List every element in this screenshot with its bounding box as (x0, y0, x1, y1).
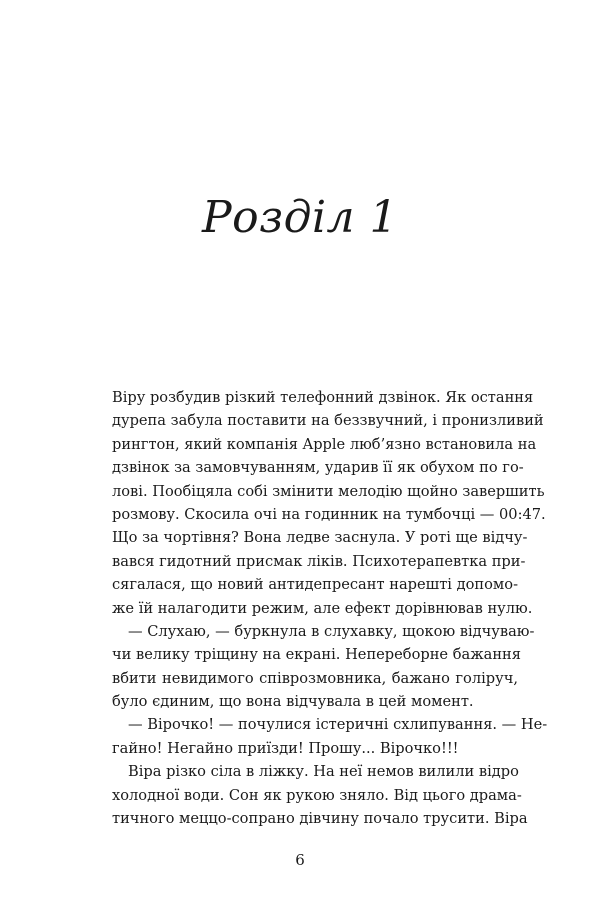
text-line: дурепа забула поставити на беззвучний, і пронизливий (112, 412, 544, 430)
text-line: Віру розбудив різкий телефонний дзвінок. Як остання (112, 389, 534, 406)
text-line: холодної води. Сон як рукою зняло. Від цього драма- (112, 786, 522, 804)
text-line: було єдиним, що вона відчувала в цей момент. (112, 693, 474, 711)
text-line: — Слухаю, — буркнула в слухавку, щокою відчуваю- (128, 622, 535, 640)
text-line: рингтон, який компанія Apple люб’язно встановила на (112, 435, 537, 453)
text-line: тичного меццо-сопрано дівчину почало трусити. Віра (112, 810, 528, 828)
text-line: чи велику тріщину на екрані. Непереборне бажання (112, 646, 521, 664)
text-line: вбити невидимого співрозмовника, бажано голіруч, (112, 669, 518, 687)
text-line: вався гидотний присмак ліків. Психотерапевтка при- (112, 552, 526, 570)
text-line: Віра різко сіла в ліжку. На неї немов вилили відро (128, 763, 519, 781)
text-line: розмову. Скосила очі на годинник на тумбочці — 00:47. (112, 505, 546, 523)
body-text (112, 386, 548, 830)
text-line: дзвінок за замовчуванням, ударив її як обухом по го- (112, 459, 524, 477)
text-line: лові. Пообіцяла собі змінити мелодію щойно завершить (112, 482, 545, 500)
text-line: же їй налагодити режим, але ефект дорівнював нулю. (112, 599, 533, 617)
text-line: гайно! Негайно приїзди! Прошу... Вірочко!!! (112, 739, 459, 757)
text-line: Що за чортівня? Вона ледве заснула. У роті ще відчу- (112, 529, 528, 547)
chapter-title: Розділ 1 (201, 192, 399, 243)
text-line: сягалася, що новий антидепресант нарешті допомо- (112, 576, 518, 594)
page-number: 6 (295, 851, 305, 869)
text-line: — Вірочко! — почулися істеричні схлипування. — Не- (128, 716, 548, 734)
